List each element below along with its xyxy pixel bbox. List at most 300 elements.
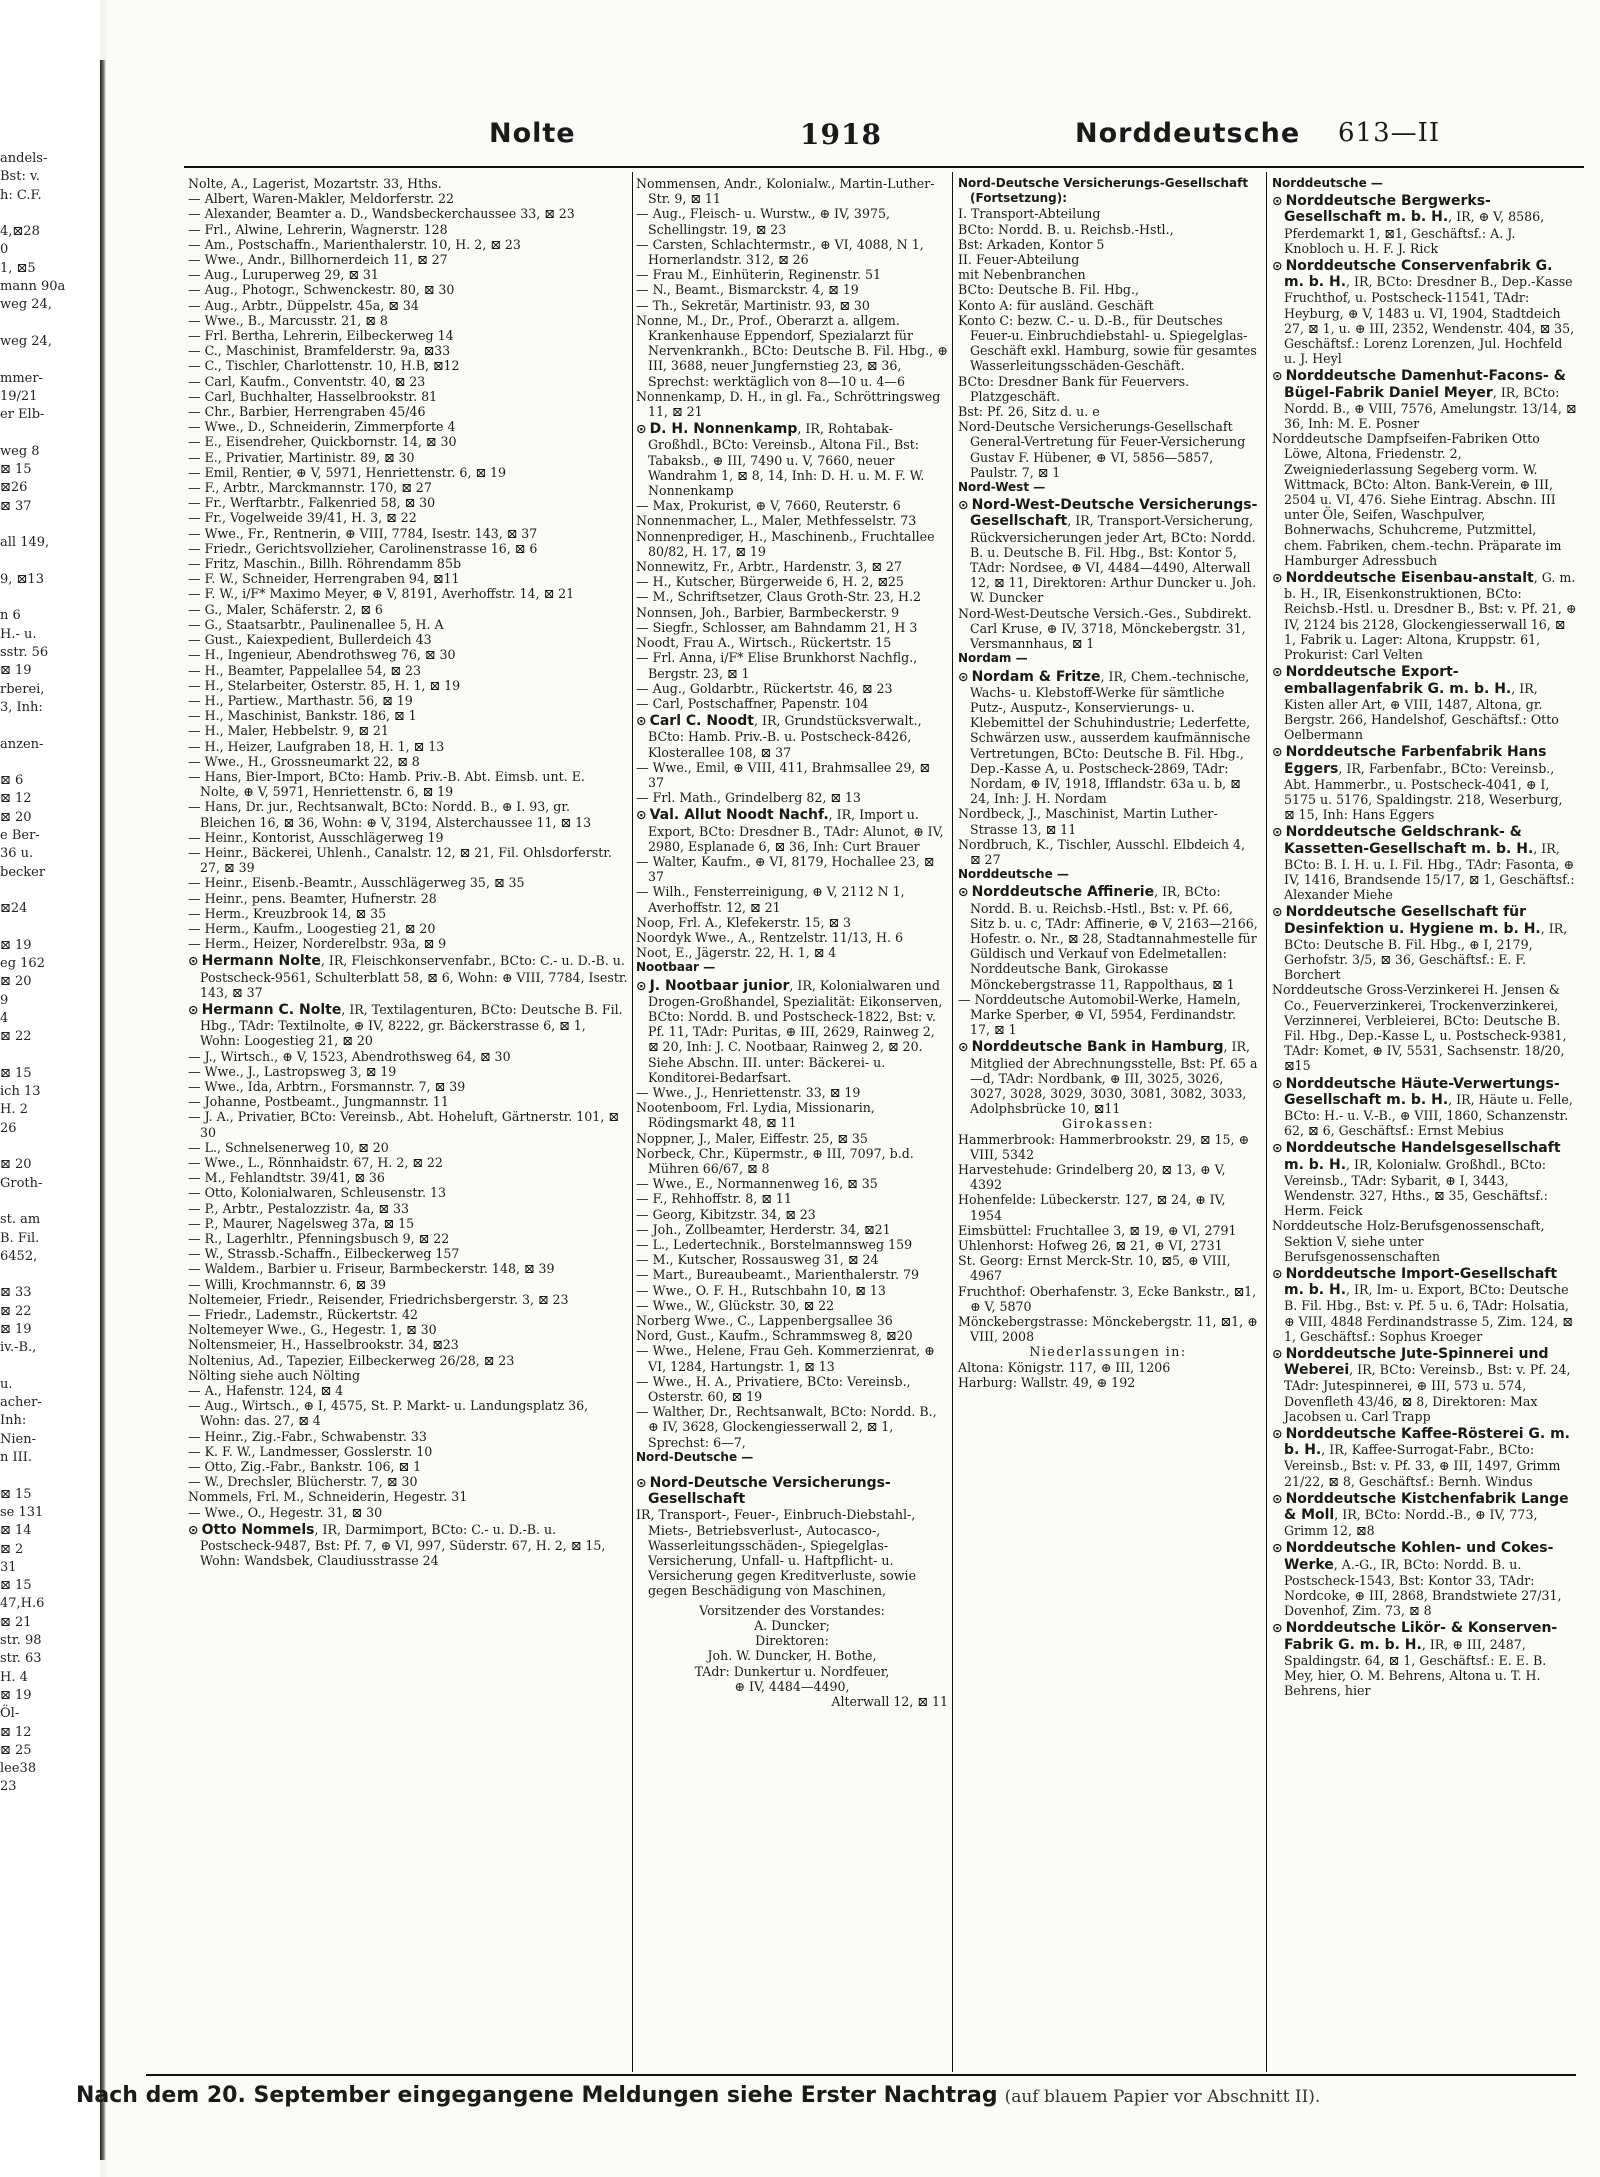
prev-page-line — [0, 1138, 95, 1156]
prev-page-line: ⊠ 19 — [0, 1687, 32, 1703]
prev-page-line: 6452, — [0, 1248, 38, 1264]
entry: — Chr., Barbier, Herrengraben 45/46 — [188, 404, 426, 420]
entry: Niederlassungen in: — [1029, 1344, 1187, 1360]
entry: — Siegfr., Schlosser, am Bahndamm 21, H 3 — [636, 619, 918, 635]
firm-name: Carl C. Noodt — [649, 713, 754, 730]
entry: — Heinr., Eisenb.-Beamtr., Ausschlägerweg 35, ⊠ 35 — [188, 875, 525, 891]
prev-page-line: 1, ⊠5 — [0, 260, 36, 276]
prev-page-line: ⊠26 — [0, 480, 28, 496]
entry: — L., Ledertechnik., Borstelmannsweg 159 — [636, 1237, 913, 1253]
entry: — W., Drechsler, Blücherstr. 7, ⊠ 30 — [188, 1474, 418, 1490]
entry: — F., Rehhoffstr. 8, ⊠ 11 — [636, 1191, 792, 1207]
entry: — Norddeutsche Automobil-Werke, Hameln, Marke Sperber, ⊕ VI, 5954, Ferdinandstr. 17, ⊠ 1 — [958, 991, 1241, 1038]
entry: — Otto, Kolonialwaren, Schleusenstr. 13 — [188, 1185, 447, 1201]
prev-page-line: 23 — [0, 1779, 17, 1795]
entry: — Carl, Kaufm., Conventstr. 40, ⊠ 23 — [188, 373, 426, 389]
firm-name: Norddeutsche Kaffee-Rösterei G. m. b. H. — [1284, 1426, 1570, 1459]
prev-page-line: 9 — [0, 992, 9, 1008]
entry: mit Nebenbranchen — [958, 267, 1086, 283]
firm-entry — [188, 953, 628, 1000]
prev-page-line: becker — [0, 864, 46, 880]
registered-firm-icon: ⊙ — [958, 668, 969, 684]
firm-name: Nord-West-Deutsche Versicherungs-Gesellschaft — [970, 497, 1258, 530]
entry: — Willi, Krochmannstr. 6, ⊠ 39 — [188, 1276, 387, 1292]
prev-page-line: 47,H.6 — [0, 1596, 45, 1612]
entry: — Heinr., Bäckerei, Uhlenh., Canalstr. 12, ⊠ 21, Fil. Ohlsdorferstr. 27, ⊠ 39 — [188, 844, 612, 876]
entry: ⊕ IV, 4484—4490, — [734, 1678, 850, 1694]
registered-firm-icon: ⊙ — [1272, 1346, 1283, 1362]
entry: — H., Ingenieur, Abendrothsweg 76, ⊠ 30 — [188, 647, 456, 663]
entry-text: Norddeutsche Farbenfabrik Hans Eggers, IR, Farbenfabr., BCto: Vereinsb., Abt. Hammerbr., u. Postscheck-4041, ⊕ I, 5175 u. 5176, Spaldingstr. 218, Weserburg, ⊠ 15, Inh: Hans Eggers — [1284, 744, 1563, 823]
entry: — Fr., Werftarbtr., Falkenried 58, ⊠ 30 — [188, 495, 436, 511]
page-number: 613—II — [1338, 118, 1441, 148]
entry: — Aug., Goldarbtr., Rückertstr. 46, ⊠ 23 — [636, 680, 893, 696]
firm-name: Norddeutsche Likör- & Konserven-Fabrik G. m. b. H. — [1284, 1620, 1558, 1653]
entry: — Hans, Bier-Import, BCto: Hamb. Priv.-B. Abt. Eimsb. unt. E. Nolte, ⊕ V, 5971, Henriettenstr. 6, ⊠ 19 — [188, 768, 585, 800]
entry-text: Hermann C. Nolte, IR, Textilagenturen, BCto: Deutsche B. Fil. Hbg., TAdr: Textilnolte, ⊕ IV, 8222, gr. Bäckerstrasse 6, ⊠ 1, Wohn: Loogestieg 21, ⊠ 20 — [200, 1001, 623, 1049]
firm-entry — [1272, 258, 1577, 366]
entry: — H., Heizer, Laufgraben 18, H. 1, ⊠ 13 — [188, 738, 445, 754]
entry: — E., Eisendreher, Quickbornstr. 14, ⊠ 30 — [188, 434, 457, 450]
entry: — Frau M., Einhüterin, Reginenstr. 51 — [636, 267, 882, 283]
entry: — M., Kutscher, Rossausweg 31, ⊠ 24 — [636, 1252, 879, 1268]
registered-firm-icon: ⊙ — [1272, 664, 1283, 680]
entry: — Th., Sekretär, Martinistr. 93, ⊠ 30 — [636, 297, 870, 313]
entry: — J., Wirtsch., ⊕ V, 1523, Abendrothsweg 64, ⊠ 30 — [188, 1048, 511, 1064]
entry: — Herm., Kaufm., Loogestieg 21, ⊠ 20 — [188, 920, 436, 936]
entry: Noop, Frl. A., Klefekerstr. 15, ⊠ 3 — [636, 914, 852, 930]
entry: — Gust., Kaiexpedient, Bullerdeich 43 — [188, 632, 432, 648]
entry: — Aug., Fleisch- u. Wurstw., ⊕ IV, 3975, Schellingstr. 19, ⊠ 23 — [636, 206, 890, 237]
prev-page-line: H.- u. — [0, 626, 37, 642]
entry: — H., Maler, Hebbelstr. 9, ⊠ 21 — [188, 723, 389, 739]
entry: Noot, E., Jägerstr. 22, H. 1, ⊠ 4 — [636, 945, 837, 961]
entry: Hohenfelde: Lübeckerstr. 127, ⊠ 24, ⊕ IV, 1954 — [958, 1192, 1226, 1223]
prev-page-line: 31 — [0, 1559, 17, 1575]
entry: Uhlenhorst: Hofweg 26, ⊠ 21, ⊕ VI, 2731 — [958, 1238, 1223, 1254]
entry: — Heinr., pens. Beamter, Hufnerstr. 28 — [188, 890, 437, 906]
prev-page-line: ich 13 — [0, 1084, 41, 1100]
entry: — Wwe., Andr., Billhornerdeich 11, ⊠ 27 — [188, 252, 448, 268]
entry: Norddeutsche Holz-Berufsgenossenschaft, Sektion V, siehe unter Berufsgenossenschaften — [1272, 1218, 1545, 1264]
entry-text: Norddeutsche Bergwerks-Gesellschaft m. b. H., IR, ⊕ V, 8586, Pferdemarkt 1, ⊠1, Geschäftsf.: A. J. Knobloch u. H. F. J. Rick — [1284, 193, 1545, 256]
header-rule — [184, 166, 1584, 168]
entry: Norbeck, Chr., Küpermstr., ⊕ III, 7097, b.d. Mühren 66/67, ⊠ 8 — [636, 1145, 914, 1176]
firm-name: Hermann C. Nolte — [201, 1001, 342, 1018]
entry: Mönckebergstrasse: Mönckebergstr. 11, ⊠1, ⊕ VIII, 2008 — [958, 1314, 1258, 1345]
prev-page-line: 0 — [0, 242, 9, 258]
firm-name: Norddeutsche Conservenfabrik G. m. b. H. — [1284, 258, 1553, 291]
registered-firm-icon: ⊙ — [636, 807, 647, 823]
entry: — Waldem., Barbier u. Friseur, Barmbeckerstr. 148, ⊠ 39 — [188, 1261, 555, 1277]
entry: — Wwe., J., Henriettenstr. 33, ⊠ 19 — [636, 1084, 861, 1100]
prev-page-line: ⊠24 — [0, 901, 28, 917]
entry: Nordbruch, K., Tischler, Ausschl. Elbdeich 4, ⊠ 27 — [958, 836, 1245, 867]
prev-page-line: mmer- — [0, 370, 43, 386]
firm-entry — [1272, 193, 1577, 256]
prev-page-line — [0, 205, 95, 223]
prev-page-line: 19/21 — [0, 388, 38, 404]
entry: — Hans, Dr. jur., Rechtsanwalt, BCto: Nordd. B., ⊕ I. 93, gr. Bleichen 16, ⊠ 36, Wohn: ⊕ V, 3194, Alsterchaussee 11, ⊠ 13 — [188, 799, 592, 830]
firm-entry — [1272, 570, 1577, 662]
registered-firm-icon: ⊙ — [1272, 1490, 1283, 1506]
firm-name: Norddeutsche Export-emballagenfabrik G. m. b. H. — [1284, 664, 1512, 697]
entry-text: Carl C. Noodt, IR, Grundstücksverwalt., BCto: Hamb. Priv.-B. u. Postscheck-8426, Klosterallee 108, ⊠ 37 — [648, 713, 922, 760]
entry: — Aug., Wirtsch., ⊕ I, 4575, St. P. Markt- u. Landungsplatz 36, Wohn: das. 27, ⊠ 4 — [188, 1398, 589, 1429]
prev-page-line: weg 24, — [0, 333, 52, 349]
entry-text: Norddeutsche Kistchenfabrik Lange & Moll, IR, BCto: Nordd.-B., ⊕ IV, 773, Grimm 12, ⊠8 — [1284, 1490, 1569, 1539]
firm-name: D. H. Nonnenkamp — [649, 421, 798, 438]
entry: — Wwe., O., Hegestr. 31, ⊠ 30 — [188, 1504, 383, 1520]
entry: — P., Arbtr., Pestalozzistr. 4a, ⊠ 33 — [188, 1200, 409, 1216]
prev-page-line: ⊠ 22 — [0, 1029, 32, 1045]
entry-text: Norddeutsche Export-emballagenfabrik G. m. b. H., IR, Kisten aller Art, ⊕ VIII, 1487, Altona, gr. Bergstr. 266, Handelshof, Geschäftsf.: Otto Oelbermann — [1284, 664, 1559, 743]
entry: — A., Hafenstr. 124, ⊠ 4 — [188, 1383, 344, 1399]
entry: — Walther, Dr., Rechtsanwalt, BCto: Nordd. B., ⊕ IV, 3628, Glockengiesserwall 2, ⊠ 1, Sprechst: 6—7, — [636, 1404, 937, 1450]
entry: St. Georg: Ernst Merck-Str. 10, ⊠5, ⊕ VIII, 4967 — [958, 1253, 1231, 1284]
entry: — Georg, Kibitzstr. 34, ⊠ 23 — [636, 1206, 816, 1222]
prev-page-line: 4,⊠28 — [0, 224, 40, 240]
entry: — F. W., Schneider, Herrengraben 94, ⊠11 — [188, 571, 460, 587]
prev-page-line: ⊠ 15 — [0, 462, 32, 478]
prev-page-line: ⊠ 14 — [0, 1523, 32, 1539]
footer-paper-note: (auf blauem Papier vor Abschnitt II). — [1004, 2087, 1321, 2107]
prev-page-line: ⊠ 2 — [0, 1541, 24, 1557]
entry: IR, Transport-, Feuer-, Einbruch-Diebstahl-, Miets-, Betriebsverlust-, Autocasco-, Wasserleitungsschäden-, Spiegelglas-Versicherung, Unfall- u. Haftpflicht- u. Versicherung gegen Kreditverluste, sowie gegen Beschädigung von Maschinen, — [636, 1507, 917, 1599]
entry: Fruchthof: Oberhafenstr. 3, Ecke Bankstr., ⊠1, ⊕ V, 5870 — [958, 1283, 1257, 1314]
entry: — K. F. W., Landmesser, Gosslerstr. 10 — [188, 1443, 433, 1459]
registered-firm-icon: ⊙ — [1272, 1140, 1283, 1156]
registered-firm-icon: ⊙ — [188, 953, 199, 969]
entry: Vorsitzender des Vorstandes: — [699, 1602, 885, 1618]
firm-name: Norddeutsche Farbenfabrik Hans Eggers — [1284, 744, 1547, 777]
entry-text: Norddeutsche Gesellschaft für Desinfektion u. Hygiene m. b. H., IR, BCto: Deutsche B. Fil. Hbg., ⊕ I, 2179, Gerhofstr. 3/5, ⊠ 36, Geschäftsf.: E. F. Borchert — [1284, 904, 1568, 983]
registered-firm-icon: ⊙ — [1272, 744, 1283, 760]
prev-page-line: sstr. 56 — [0, 645, 49, 661]
prev-page-line: all 149, — [0, 535, 50, 551]
prev-page-line — [0, 882, 95, 900]
entry: Noltenius, Ad., Tapezier, Eilbeckerweg 26/28, ⊠ 23 — [188, 1352, 515, 1368]
prev-page-line: Groth- — [0, 1175, 43, 1191]
prev-page-line: 9, ⊠13 — [0, 571, 44, 587]
entry: Nonnenprediger, H., Maschinenb., Fruchtallee 80/82, H. 17, ⊠ 19 — [636, 528, 935, 559]
prev-page-line: andels- — [0, 151, 48, 166]
entry: Eimsbüttel: Fruchtallee 3, ⊠ 19, ⊕ VI, 2791 — [958, 1222, 1237, 1238]
entry-text: Val. Allut Noodt Nachf., IR, Import u. Export, BCto: Dresdner B., TAdr: Alunot, ⊕ IV, 2980, Esplanade 6, ⊠ 36, Inh: Curt Brauer — [648, 807, 944, 854]
prev-page-line — [0, 1193, 95, 1211]
entry: — H., Partiew., Marthastr. 56, ⊠ 19 — [188, 692, 413, 708]
entry: — N., Beamt., Bismarckstr. 4, ⊠ 19 — [636, 282, 859, 298]
entry-text: Norddeutsche Häute-Verwertungs-Gesellschaft m. b. H., IR, Häute u. Felle, BCto: H.- u. V.-B., ⊕ VIII, 1860, Schanzenstr. 62, ⊠ 6, Geschäftsf.: Ernst Mebius — [1284, 1075, 1573, 1139]
entry: Nord-Deutsche Versicherungs-Gesellschaft General-Vertretung für Feuer-Versicherung Gustav F. Hübener, ⊕ VI, 5856—5857, Paulstr. 7, ⊠ 1 — [958, 419, 1246, 480]
prev-page-line: ⊠ 19 — [0, 663, 32, 679]
prev-page-line: ⊠ 20 — [0, 809, 32, 825]
prev-page-line — [0, 553, 95, 571]
entry: — E., Privatier, Martinistr. 89, ⊠ 30 — [188, 449, 415, 465]
entry: — H., Beamter, Pappelallee 54, ⊠ 23 — [188, 662, 422, 678]
prev-page-line: 26 — [0, 1120, 17, 1136]
section-heading: Norddeutsche — — [1272, 176, 1383, 190]
firm-entry — [636, 807, 948, 854]
firm-name: Norddeutsche Jute-Spinnerei und Weberei — [1284, 1346, 1549, 1379]
column-3 — [958, 176, 1258, 2071]
entry: — H., Stelarbeiter, Osterstr. 85, H. 1, ⊠ 19 — [188, 677, 461, 693]
firm-name: Norddeutsche Handelsgesellschaft m. b. H. — [1284, 1140, 1561, 1173]
registered-firm-icon: ⊙ — [636, 713, 647, 729]
registered-firm-icon: ⊙ — [1272, 1075, 1283, 1091]
entry: — Max, Prokurist, ⊕ V, 7660, Reuterstr. 6 — [636, 498, 901, 514]
entry: — Otto, Zig.-Fabr., Bankstr. 106, ⊠ 1 — [188, 1459, 422, 1475]
entry-text: Norddeutsche Damenhut-Facons- & Bügel-Fabrik Daniel Meyer, IR, BCto: Nordd. B., ⊕ VIII, 7576, Amelungstr. 13/14, ⊠ 36, Inh: M. E. Posner — [1284, 368, 1577, 432]
entry: TAdr: Dunkertur u. Nordfeuer, — [694, 1663, 890, 1679]
entry: — Wwe., Helene, Frau Geh. Kommerzienrat, ⊕ VI, 1284, Hartungstr. 1, ⊠ 13 — [636, 1343, 935, 1374]
prev-page-line: ⊠ 19 — [0, 1322, 32, 1337]
prev-page-line: H. 4 — [0, 1669, 28, 1685]
registered-firm-icon: ⊙ — [1272, 193, 1283, 209]
prev-page-line: 36 u. — [0, 846, 34, 862]
entry: — Wwe., Emil, ⊕ VIII, 411, Brahmsallee 29, ⊠ 37 — [636, 759, 930, 790]
firm-name: Otto Nommels — [201, 1521, 315, 1538]
prev-page-line: str. 98 — [0, 1633, 42, 1649]
prev-page-line: Nien- — [0, 1431, 36, 1447]
entry: Nolte, A., Lagerist, Mozartstr. 33, Hths. — [188, 176, 442, 191]
entry-text: D. H. Nonnenkamp, IR, Rohtabak-Großhdl., BCto: Vereinsb., Altona Fil., Bst: Tabaksb., ⊕ III, 7490 u. V, 7660, neuer Wandrahm 1, ⊠ 8, 14, Inh: D. H. u. M. F. W. Nonnenkamp — [648, 421, 925, 499]
entry: — Heinr., Kontorist, Ausschlägerweg 19 — [188, 829, 444, 845]
entry: — Frl. Math., Grindelberg 82, ⊠ 13 — [636, 790, 861, 806]
entry: — Alexander, Beamter a. D., Wandsbeckerchaussee 33, ⊠ 23 — [188, 206, 575, 222]
firm-entry — [1272, 1346, 1577, 1424]
prev-page-line: iv.-B., — [0, 1340, 37, 1356]
entry: — Frl. Anna, i/F* Elise Brunkhorst Nachflg., Bergstr. 23, ⊠ 1 — [636, 650, 918, 681]
registered-firm-icon: ⊙ — [636, 977, 647, 993]
firm-name: Nord-Deutsche Versicherungs-Gesellschaft — [648, 1475, 891, 1508]
entry: Norddeutsche Gross-Verzinkerei H. Jensen & Co., Feuerverzinkerei, Trockenverzinkerei, Verzinnerei, Verbleierei, BCto: Deutsche B. Fil. Hbg., Dep.-Kasse L, u. Postscheck-9381, TAdr: Komet, ⊕ IV, 5531, Sachsenstr. 18/20, ⊠15 — [1272, 982, 1567, 1074]
entry: Hammerbrook: Hammerbrookstr. 29, ⊠ 15, ⊕ VIII, 5342 — [958, 1131, 1250, 1162]
header-last-entry: Norddeutsche — [1075, 118, 1301, 149]
entry: II. Feuer-Abteilung — [958, 252, 1080, 268]
entry: — Wwe., H., Grossneumarkt 22, ⊠ 8 — [188, 753, 420, 769]
prev-page-line: ⊠ 12 — [0, 791, 32, 807]
entry: Nord, Gust., Kaufm., Schrammsweg 8, ⊠20 — [636, 1328, 913, 1344]
firm-entry — [636, 978, 948, 1085]
entry: Bst: Arkaden, Kontor 5 — [958, 236, 1105, 252]
entry: — Johanne, Postbeamt., Jungmannstr. 11 — [188, 1094, 449, 1110]
firm-entry — [1272, 744, 1577, 822]
entry-text: Norddeutsche Geldschrank- & Kassetten-Gesellschaft m. b. H., IR, BCto: B. I. H. u. I. Fil. Hbg., TAdr: Fasonta, ⊕ IV, 1416, Brandsende 15/17, ⊠ 1, Geschäftsf.: Alexander Miehe — [1284, 824, 1575, 903]
firm-entry — [1272, 1540, 1577, 1618]
entry: — Mart., Bureaubeamt., Marienthalerstr. 79 — [636, 1267, 919, 1283]
registered-firm-icon: ⊙ — [1272, 824, 1283, 840]
firm-entry — [1272, 1266, 1577, 1344]
entry: — W., Strassb.-Schaffn., Eilbeckerweg 157 — [188, 1246, 460, 1262]
prev-page-line — [0, 424, 95, 442]
firm-entry — [188, 1002, 628, 1049]
entry: Nonnenkamp, D. H., in gl. Fa., Schröttringsweg 11, ⊠ 21 — [636, 388, 941, 420]
firm-name: Norddeutsche Eisenbau-anstalt — [1285, 570, 1534, 587]
entry-text: Norddeutsche Affinerie, IR, BCto: Nordd. B. u. Reichsb.-Hstl., Bst: v. Pf. 66, Sitz b. u. c, TAdr: Affinerie, ⊕ V, 2163—2166, Hofestr. o. Nr., ⊠ 28, Stadtannahmestelle für Güldisch und Verkauf von Edelmetallen: Norddeutsche Bank, Girokasse Mönckebergstrasse 11, Rappolthaus, ⊠ 1 — [970, 884, 1258, 992]
entry: — G., Staatsarbtr., Paulinenallee 5, H. A — [188, 616, 444, 632]
prev-page-line: weg 8 — [0, 443, 40, 459]
entry: Noodt, Frau A., Wirtsch., Rückertstr. 15 — [636, 635, 892, 651]
prev-page-line: ⊠ 12 — [0, 1724, 32, 1740]
registered-firm-icon: ⊙ — [1272, 1620, 1283, 1636]
firm-name: Norddeutsche Gesellschaft für Desinfektion u. Hygiene m. b. H. — [1284, 904, 1541, 937]
entry-text: Hermann Nolte, IR, Fleischkonservenfabr., BCto: C.- u. D.-B. u. Postscheck-9561, Schulterblatt 58, ⊠ 6, Wohn: ⊕ VIII, 7784, Isestr. 143, ⊠ 37 — [200, 953, 628, 1000]
entry: Nommensen, Andr., Kolonialw., Martin-Luther-Str. 9, ⊠ 11 — [636, 176, 935, 207]
firm-name: Nordam & Fritze — [971, 668, 1101, 685]
entry: Joh. W. Duncker, H. Bothe, — [707, 1648, 877, 1664]
entry: — Fritz, Maschin., Billh. Röhrendamm 85b — [188, 556, 462, 572]
entry: — M., Fehlandtstr. 39/41, ⊠ 36 — [188, 1170, 385, 1186]
prev-page-line: acher- — [0, 1395, 42, 1411]
section-heading: Nordam — — [958, 651, 1028, 666]
entry: — Wwe., E., Normannenweg 16, ⊠ 35 — [636, 1176, 878, 1192]
entry: Noltemeier, Friedr., Reisender, Friedrichsbergerstr. 3, ⊠ 23 — [188, 1291, 569, 1307]
entry: — M., Schriftsetzer, Claus Groth-Str. 23, H.2 — [636, 589, 921, 605]
registered-firm-icon: ⊙ — [188, 1001, 199, 1017]
firm-entry — [1272, 1076, 1577, 1139]
entry: — J. A., Privatier, BCto: Vereinsb., Abt. Hoheluft, Gärtnerstr. 101, ⊠ 30 — [188, 1109, 619, 1140]
footer-rule — [146, 2074, 1576, 2076]
entry: Girokassen: — [1061, 1116, 1155, 1132]
firm-entry — [636, 1475, 948, 1507]
prev-page-line: Öl- — [0, 1706, 20, 1722]
entry: Alterwall 12, ⊠ 11 — [831, 1693, 948, 1709]
prev-page-line: Bst: v. — [0, 169, 40, 185]
registered-firm-icon: ⊙ — [1272, 258, 1283, 274]
entry: — Wwe., J., Lastropsweg 3, ⊠ 19 — [188, 1063, 397, 1079]
prev-page-line: u. — [0, 1376, 13, 1392]
prev-page-line: Inh: — [0, 1413, 27, 1429]
firm-name: Norddeutsche Kohlen- und Cokes-Werke — [1284, 1540, 1554, 1573]
prev-page-line: eg 162 — [0, 956, 45, 972]
firm-entry — [958, 884, 1258, 991]
entry: Norddeutsche Dampfseifen-Fabriken Otto Löwe, Altona, Friedenstr. 2, Zweigniederlassung Segeberg vorm. W. Wittmack, BCto: Alton. Bank-Verein, ⊕ III, 2504 u. VI, 476. Siehe Eintrag. Abschn. III unter Öle, Seifen, Waschpulver, Bohnerwachs, Schuhcreme, Putzmittel, chem. Fabriken, chem.-techn. Präparate im Hamburger Adressbuch — [1272, 431, 1562, 568]
entry-text: Norddeutsche Handelsgesellschaft m. b. H., IR, Kolonialw. Großhdl., BCto: Vereinsb., TAdr: Sybarit, ⊕ I, 3443, Wendenstr. 327, Hths., ⊠ 35, Geschäftsf.: Herm. Feick — [1284, 1140, 1561, 1219]
prev-page-line — [0, 351, 95, 369]
prev-page-line: ⊠ 22 — [0, 1303, 32, 1319]
entry: Nölting siehe auch Nölting — [188, 1367, 361, 1383]
entry: Nommels, Frl. M., Schneiderin, Hegestr. 31 — [188, 1489, 468, 1505]
prev-page-line: ⊠ 15 — [0, 1065, 32, 1081]
prev-page-line: e Ber- — [0, 827, 40, 843]
prev-page-line: rberei, — [0, 681, 45, 697]
entry: — Wwe., D., Schneiderin, Zimmerpforte 4 — [188, 419, 456, 435]
entry: Nootenboom, Frl. Lydia, Missionarin, Rödingsmarkt 48, ⊠ 11 — [636, 1100, 875, 1131]
prev-page-line: st. am — [0, 1212, 41, 1228]
firm-name: Norddeutsche Kistchenfabrik Lange & Moll — [1284, 1490, 1569, 1524]
firm-name: Norddeutsche Häute-Verwertungs-Gesellschaft m. b. H. — [1284, 1075, 1560, 1108]
prev-page-line: ⊠ 37 — [0, 498, 32, 514]
entry: — Walter, Kaufm., ⊕ VI, 8179, Hochallee 23, ⊠ 37 — [636, 853, 935, 885]
entry: — Heinr., Zig.-Fabr., Schwabenstr. 33 — [188, 1428, 427, 1444]
entry: BCto: Dresdner Bank für Feuervers. Platzgeschäft. — [958, 373, 1190, 404]
firm-entry — [188, 1522, 628, 1569]
firm-name: Norddeutsche Import-Gesellschaft m. b. H. — [1284, 1266, 1558, 1299]
entry: — Wilh., Fensterreinigung, ⊕ V, 2112 N 1, Averhoffstr. 12, ⊠ 21 — [636, 884, 905, 915]
footer-note — [76, 2083, 1476, 2108]
prev-page-line: 4 — [0, 1010, 9, 1026]
entry: — F. W., i/F* Maximo Meyer, ⊕ V, 8191, Averhoffstr. 14, ⊠ 21 — [188, 586, 575, 602]
firm-entry — [1272, 824, 1577, 902]
prev-page-line: h: C.F. — [0, 187, 42, 203]
firm-entry — [1272, 1620, 1577, 1698]
entry: — Friedr., Gerichtsvollzieher, Carolinenstrasse 16, ⊠ 6 — [188, 540, 538, 556]
section-heading: Nord-Deutsche — — [636, 1449, 754, 1464]
entry: — Aug., Arbtr., Düppelstr. 45a, ⊠ 34 — [188, 297, 419, 313]
entry: Nord-West-Deutsche Versich.-Ges., Subdirekt. Carl Kruse, ⊕ IV, 3718, Mönckebergstr. 31, Versmannhaus, ⊠ 1 — [958, 605, 1252, 652]
header-first-entry: Nolte — [489, 118, 576, 149]
entry: — Carl, Buchhalter, Hasselbrookstr. 81 — [188, 388, 438, 404]
entry: Noordyk Wwe., A., Rentzelstr. 11/13, H. 6 — [636, 929, 903, 945]
entry: Altona: Königstr. 117, ⊕ III, 1206 — [958, 1359, 1171, 1375]
prev-page-line — [0, 918, 95, 936]
registered-firm-icon: ⊙ — [1272, 570, 1283, 586]
prev-page-line — [0, 1266, 95, 1284]
entry: Direktoren: — [755, 1633, 829, 1649]
entry: — Wwe., O. F. H., Rutschbahn 10, ⊠ 13 — [636, 1282, 886, 1298]
registered-firm-icon: ⊙ — [1272, 904, 1283, 920]
entry: Konto A: für ausländ. Geschäft — [958, 297, 1154, 313]
entry: — Am., Postschaffn., Marienthalerstr. 10, H. 2, ⊠ 23 — [188, 236, 521, 252]
entry: — L., Schnelsenerweg 10, ⊠ 20 — [188, 1139, 389, 1155]
prev-page-line: B. Fil. — [0, 1230, 40, 1246]
prev-page-line — [0, 717, 95, 735]
prev-page-line — [0, 315, 95, 333]
firm-name: Norddeutsche Bank in Hamburg — [971, 1039, 1224, 1056]
header-year: 1918 — [800, 118, 882, 151]
column-rule — [1266, 172, 1267, 2072]
prev-page-line: ⊠ 15 — [0, 1486, 32, 1502]
entry: BCto: Nordd. B. u. Reichsb.-Hstl., — [958, 221, 1174, 237]
registered-firm-icon: ⊙ — [1272, 1540, 1283, 1556]
firm-entry — [958, 669, 1258, 807]
entry: Noppner, J., Maler, Eiffestr. 25, ⊠ 35 — [636, 1130, 868, 1146]
prev-page-line — [0, 589, 95, 607]
firm-name: Norddeutsche Affinerie — [971, 884, 1155, 901]
entry: — Aug., Photogr., Schwenckestr. 80, ⊠ 30 — [188, 282, 455, 298]
entry: — Aug., Luruperweg 29, ⊠ 31 — [188, 267, 379, 283]
prev-page-line — [0, 754, 95, 772]
entry: Nonne, M., Dr., Prof., Oberarzt a. allgem. Krankenhause Eppendorf, Spezialarzt für Nervenkrankh., BCto: Deutsche B. Fil. Hbg., ⊕ III, 3688, neuer Jungfernstieg 23, ⊠ 36, Sprechst: werktäglich von 8—10 u. 4—6 — [636, 312, 948, 389]
entry: Noltensmeier, H., Hasselbrookstr. 34, ⊠23 — [188, 1337, 459, 1353]
prev-page-line: ⊠ 25 — [0, 1742, 32, 1758]
entry: Noltemeyer Wwe., G., Hegestr. 1, ⊠ 30 — [188, 1322, 437, 1338]
firm-entry — [958, 497, 1258, 605]
entry: — H., Kutscher, Bürgerweide 6, H. 2, ⊠25 — [636, 574, 904, 590]
entry: — Fr., Vogelweide 39/41, H. 3, ⊠ 22 — [188, 510, 417, 526]
entry: Harburg: Wallstr. 49, ⊕ 192 — [958, 1374, 1136, 1390]
entry: — Joh., Zollbeamter, Herderstr. 34, ⊠21 — [636, 1221, 891, 1237]
firm-entry — [636, 421, 948, 498]
entry: — Wwe., Ida, Arbtrn., Forsmannstr. 7, ⊠ 39 — [188, 1078, 466, 1094]
firm-name: Val. Allut Noodt Nachf. — [649, 807, 829, 824]
entry-text: Norddeutsche Bank in Hamburg, IR, Mitglied der Abrechnungsstelle, Bst: Pf. 65 a—d, TAdr: Nordbank, ⊕ III, 3025, 3026, 3027, 3028, 3029, 3030, 3081, 3082, 3033, Adolphsbrücke 10, ⊠11 — [970, 1039, 1258, 1117]
registered-firm-icon: ⊙ — [958, 497, 969, 513]
firm-name: Hermann Nolte — [201, 953, 321, 970]
entry: — Herm., Heizer, Norderelbstr. 93a, ⊠ 9 — [188, 936, 447, 952]
entry: Nonnenmacher, L., Maler, Methfesselstr. 73 — [636, 513, 917, 529]
section-heading: Nootbaar — — [636, 960, 716, 975]
entry-text: Norddeutsche Jute-Spinnerei und Weberei, IR, BCto: Vereinsb., Bst: v. Pf. 24, TAdr: Jutespinnerei, ⊕ III, 573 u. 574, Dovenfleth 43/46, ⊠ 8, Direktoren: Max Jacobsen u. Carl Trapp — [1284, 1346, 1571, 1424]
entry: Nordbeck, J., Maschinist, Martin Luther-Strasse 13, ⊠ 11 — [958, 806, 1218, 837]
entry: — G., Maler, Schäferstr. 2, ⊠ 6 — [188, 601, 383, 617]
entry: Nonnewitz, Fr., Arbtr., Hardenstr. 3, ⊠ 27 — [636, 559, 902, 575]
registered-firm-icon: ⊙ — [636, 1475, 647, 1491]
entry: — C., Tischler, Charlottenstr. 10, H.B, ⊠12 — [188, 358, 460, 374]
footer-main-text: Nach dem 20. September eingegangene Meldungen siehe Erster Nachtrag — [76, 2083, 998, 2108]
entry: — Wwe., H. A., Privatiere, BCto: Vereinsb., Osterstr. 60, ⊠ 19 — [636, 1373, 911, 1405]
